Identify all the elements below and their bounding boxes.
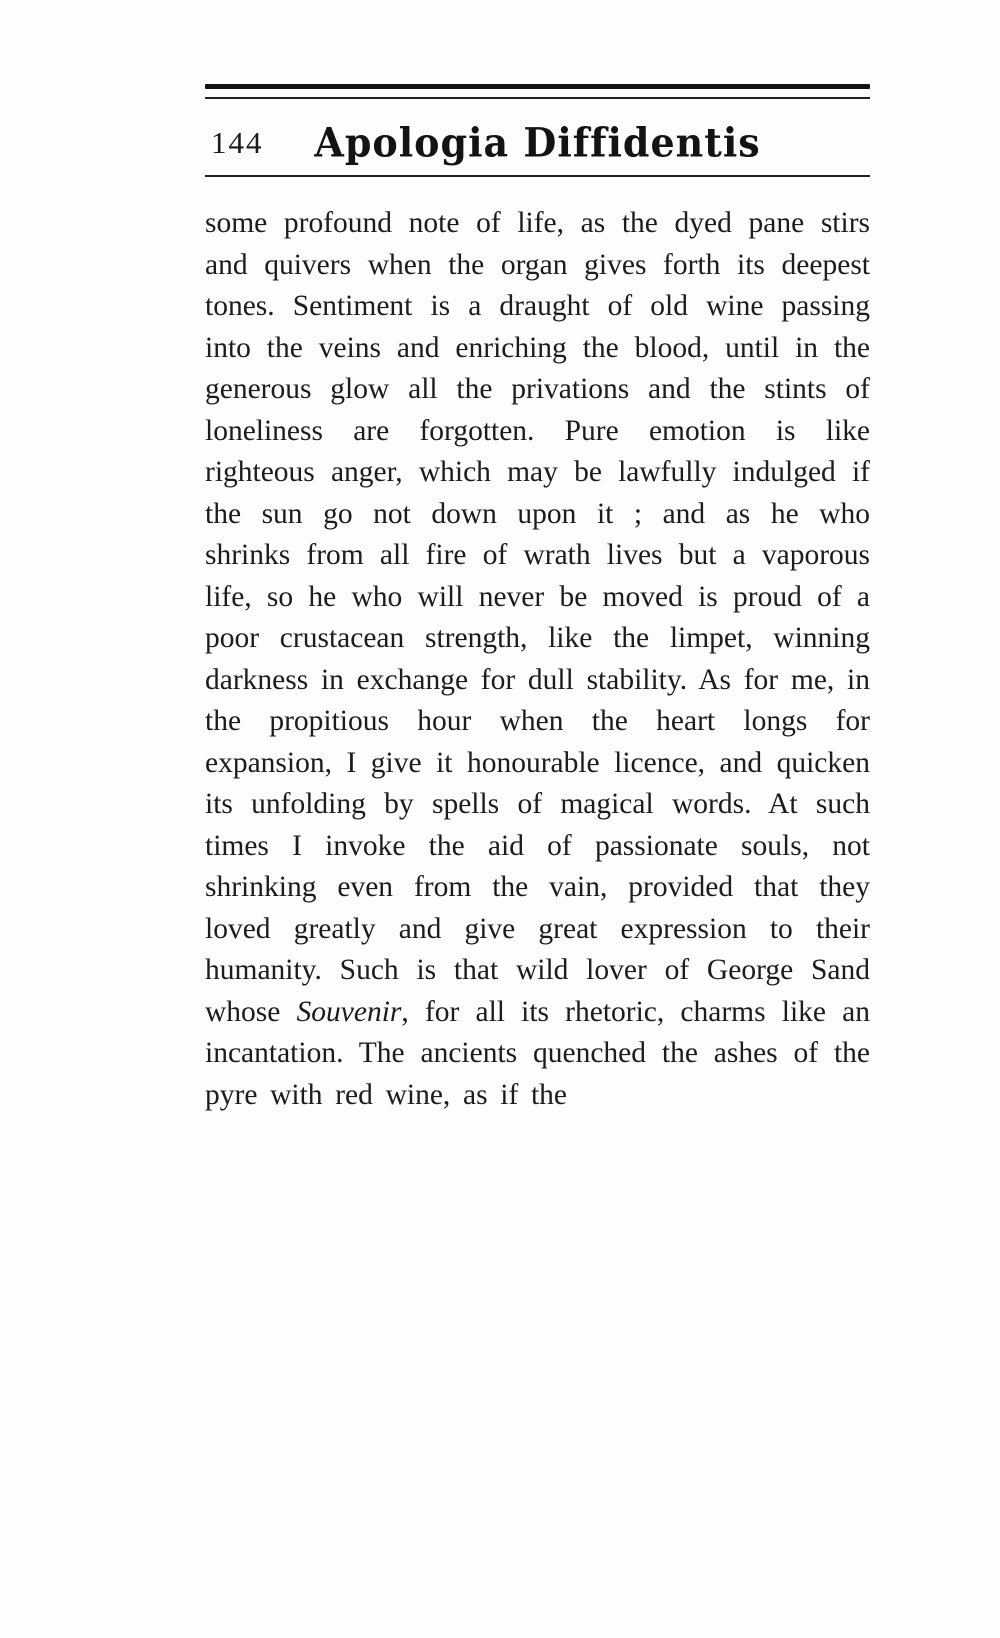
paragraph-text-end: , for all its rhetoric, charms like an incantation. The ancients quenched the ashes of the pyre with red wine, as if the bbox=[205, 995, 870, 1111]
top-rule-thick bbox=[205, 84, 870, 89]
running-title: Apologia Diffidentis bbox=[314, 118, 761, 167]
top-double-rule bbox=[205, 84, 870, 99]
italic-book-title: Souvenir bbox=[296, 995, 402, 1028]
page-header bbox=[205, 113, 870, 165]
paragraph-text-start: some profound note of life, as the dyed pane stirs and quivers when the organ gives forth its deepest tones. Sentiment is a draught of old wine passing into the veins and enriching the blood, until in the generous glow all the privations and the stints of loneliness are forgotten. Pure emotion is like righteous anger, which may be lawfully indulged if the sun go not down upon it ; and as he who shrinks from all fire of wrath lives but a vaporous life, so he who will never be moved is proud of a poor crustacean strength, like the limpet, winning darkness in exchange for dull stability. As for me, in the propitious hour when the heart longs for expansion, I give it honourable licence, and quicken its unfolding by spells of magical words. At such times I invoke the aid of passionate souls, not shrinking even from the vain, provided that they loved greatly and give great expression to their humanity. Such is that wild lover of George Sand whose bbox=[205, 207, 870, 1028]
header-rule bbox=[205, 175, 870, 177]
text-block bbox=[205, 0, 870, 1116]
page-number: 144 bbox=[211, 125, 264, 160]
body-paragraph bbox=[205, 203, 870, 1116]
top-rule-thin bbox=[205, 97, 870, 99]
